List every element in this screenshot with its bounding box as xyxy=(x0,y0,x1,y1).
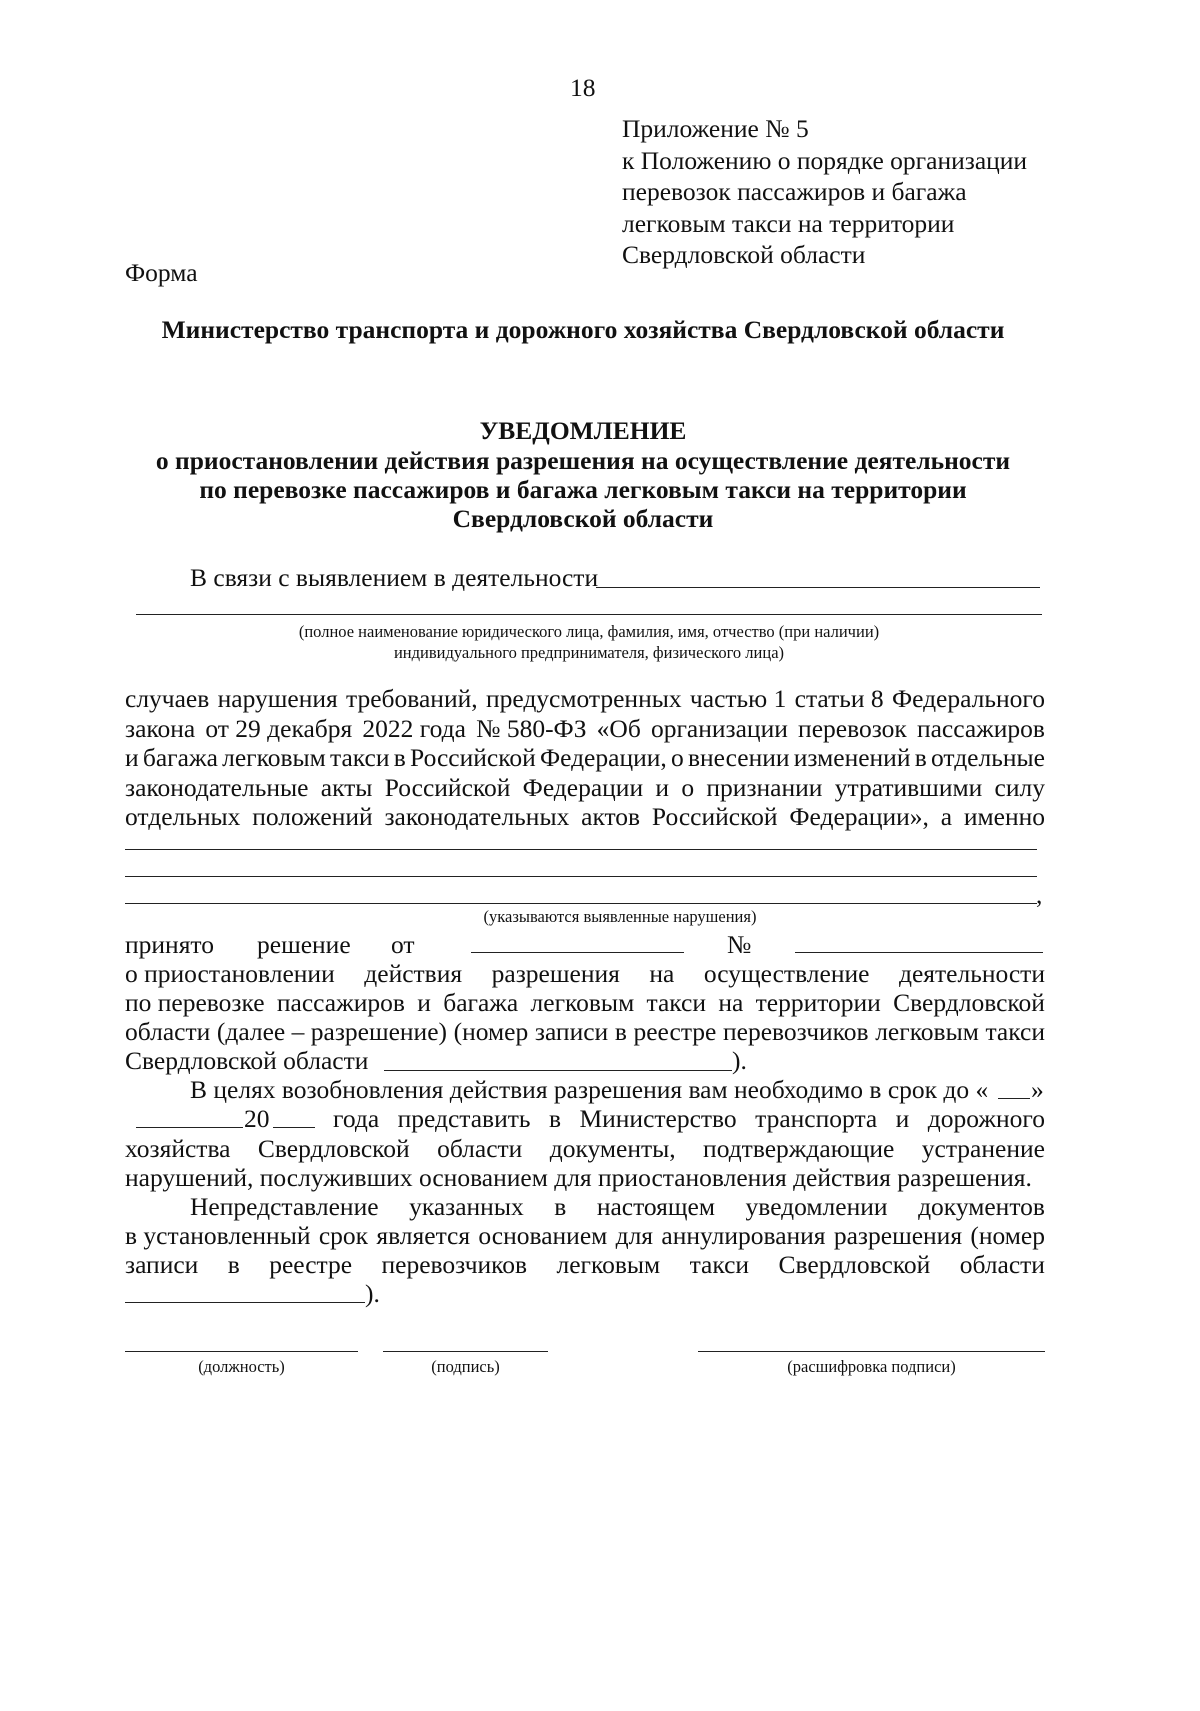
decoding-signature-line xyxy=(698,1351,1045,1352)
violations-note: (указываются выявленные нарушения) xyxy=(483,907,757,926)
word: признании xyxy=(706,773,823,802)
word: в установленный xyxy=(125,1221,311,1250)
word: перевозчиков xyxy=(722,1017,869,1046)
word: года xyxy=(333,1104,380,1133)
para-line xyxy=(125,713,1045,744)
word: закона xyxy=(125,714,196,743)
word: такси xyxy=(646,988,707,1017)
appendix-line: легковым такси на территории xyxy=(622,208,955,238)
word: на xyxy=(649,959,675,988)
para-line xyxy=(125,772,1045,803)
decoding-caption: (расшифровка подписи) xyxy=(787,1357,956,1376)
word: в xyxy=(554,1192,567,1221)
word: багажа xyxy=(443,988,519,1017)
word: в xyxy=(393,743,406,772)
document-subtitle-line: по перевозке пассажиров и багажа легковым такси на территории xyxy=(199,475,967,504)
word: Свердловской xyxy=(257,1134,410,1163)
decision-word-1: принято xyxy=(125,930,214,959)
word: именно xyxy=(963,802,1045,831)
word: Федерации», xyxy=(789,802,929,831)
failure-line-4-end: ). xyxy=(365,1279,380,1308)
word: отдельные xyxy=(930,743,1045,772)
word: основанием xyxy=(478,1221,608,1250)
para-line xyxy=(125,683,1045,714)
decision-last-line: Свердловской области xyxy=(125,1046,369,1075)
word: Российской xyxy=(651,802,778,831)
word: багажа xyxy=(142,743,218,772)
word: утратившими xyxy=(834,773,983,802)
para-line xyxy=(125,742,1045,773)
word: легковым xyxy=(556,1250,661,1279)
word: (номер xyxy=(453,1017,529,1046)
word: о xyxy=(671,743,684,772)
word: аннулирования xyxy=(661,1221,826,1250)
word: реестре xyxy=(633,1017,717,1046)
appendix-block xyxy=(622,113,1027,271)
word: устранение xyxy=(921,1134,1045,1163)
para-line xyxy=(190,1191,1045,1222)
word: статьи 8 xyxy=(794,684,884,713)
word: в xyxy=(548,1104,561,1133)
form-label: Форма xyxy=(125,258,198,287)
word: такси xyxy=(330,743,390,772)
para-line xyxy=(125,1249,1045,1280)
word: организации xyxy=(650,714,788,743)
word: в xyxy=(227,1250,240,1279)
word: Федерации xyxy=(522,773,644,802)
word: Российской xyxy=(384,773,511,802)
word: хозяйства xyxy=(125,1134,231,1163)
word: в xyxy=(914,743,927,772)
word: срок xyxy=(318,1221,369,1250)
word: подтверждающие xyxy=(703,1134,895,1163)
word: представить xyxy=(397,1104,531,1133)
word: силу xyxy=(994,773,1045,802)
word: дорожного xyxy=(927,1104,1045,1133)
signature-caption: (подпись) xyxy=(431,1357,500,1376)
registry-number-blank xyxy=(384,1070,732,1071)
word: частью 1 xyxy=(689,684,787,713)
word: 2022 года xyxy=(362,714,466,743)
violations-blank-line xyxy=(125,849,1037,850)
resume-day-blank xyxy=(998,1098,1030,1099)
para-line xyxy=(125,958,1045,989)
word: разрешения xyxy=(491,959,620,988)
word: и xyxy=(417,988,431,1017)
word: действия xyxy=(364,959,463,988)
word: в xyxy=(614,1017,627,1046)
resume-line-1-end: » xyxy=(1031,1075,1044,1104)
para-line xyxy=(125,987,1045,1018)
word: такси xyxy=(689,1250,750,1279)
word: является xyxy=(376,1221,471,1250)
word: (далее – разрешение) xyxy=(216,1017,448,1046)
word: Непредставление xyxy=(190,1192,379,1221)
document-title: УВЕДОМЛЕНИЕ xyxy=(479,416,687,445)
document-subtitle-line: о приостановлении действия разрешения на осуществление деятельности xyxy=(155,446,1011,475)
word: пассажиров xyxy=(276,988,405,1017)
word: о xyxy=(681,773,695,802)
word: пассажиров xyxy=(916,714,1045,743)
word: изменений xyxy=(793,743,911,772)
decision-word-2: решение xyxy=(257,930,351,959)
word: Свердловской xyxy=(778,1250,931,1279)
para-line xyxy=(125,1133,1045,1164)
word: законодательных xyxy=(384,802,570,831)
position-caption: (должность) xyxy=(198,1357,285,1376)
word: по перевозке xyxy=(125,988,265,1017)
decision-word-3: от xyxy=(391,930,415,959)
signature-line xyxy=(383,1351,548,1352)
page-number: 18 xyxy=(570,73,596,102)
word: а xyxy=(940,802,953,831)
word: области xyxy=(437,1134,523,1163)
para-line xyxy=(125,1220,1045,1251)
word: Свердловской xyxy=(893,988,1045,1017)
entity-blank-line xyxy=(596,587,1040,588)
word: записи xyxy=(125,1250,199,1279)
word: предусмотренных xyxy=(485,684,682,713)
resume-month-blank xyxy=(136,1127,243,1128)
appendix-line: Приложение № 5 xyxy=(622,114,809,143)
word: и xyxy=(125,743,139,772)
word: территории xyxy=(755,988,881,1017)
word: нарушения xyxy=(217,684,338,713)
word: случаев xyxy=(125,684,210,713)
word: такси xyxy=(985,1017,1045,1046)
word: и xyxy=(895,1104,910,1133)
violations-blank-line xyxy=(125,876,1037,877)
word: транспорта xyxy=(755,1104,878,1133)
word: положений xyxy=(252,802,373,831)
word: внесении xyxy=(687,743,790,772)
resume-year-prefix: 20 xyxy=(244,1104,270,1133)
word: уведомлении xyxy=(745,1192,888,1221)
word: области xyxy=(125,1017,211,1046)
annulment-registry-blank xyxy=(125,1302,365,1303)
appendix-line: перевозок пассажиров и багажа xyxy=(622,177,967,206)
word: легковым xyxy=(222,743,326,772)
document-subtitle-line: Свердловской области xyxy=(452,504,714,533)
ministry-name: Министерство транспорта и дорожного хозяйства Свердловской области xyxy=(161,315,1005,344)
para-line xyxy=(125,801,1045,832)
word: легковым xyxy=(530,988,635,1017)
word: легковым xyxy=(875,1017,979,1046)
word: для xyxy=(615,1221,654,1250)
word: разрешения xyxy=(833,1221,963,1250)
word: Федерального xyxy=(891,684,1045,713)
violations-comma: , xyxy=(1036,880,1043,909)
word: о приостановлении xyxy=(125,959,335,988)
decision-date-blank xyxy=(471,952,684,953)
word: Российской xyxy=(410,743,536,772)
word: и xyxy=(655,773,670,802)
decision-number-sign: № xyxy=(727,930,752,959)
word: требований, xyxy=(346,684,478,713)
word: отдельных xyxy=(125,802,241,831)
word: Министерство xyxy=(579,1104,737,1133)
word: реестре xyxy=(269,1250,353,1279)
word: перевозок xyxy=(798,714,907,743)
word: акты xyxy=(320,773,373,802)
word: перевозчиков xyxy=(381,1250,528,1279)
word: записи xyxy=(534,1017,609,1046)
entity-note-line: (полное наименование юридического лица, фамилия, имя, отчество (при наличии) xyxy=(298,622,880,641)
word: документы, xyxy=(549,1134,676,1163)
word: осуществление xyxy=(703,959,870,988)
appendix-line: к Положению о порядке организации xyxy=(622,145,1028,175)
word: на xyxy=(718,988,744,1017)
decision-last-end: ). xyxy=(732,1046,747,1075)
resume-line-4: нарушений, послуживших основанием для приостановления действия разрешения. xyxy=(125,1163,1032,1192)
word: актов xyxy=(581,802,641,831)
word: от 29 декабря xyxy=(205,714,353,743)
word: указанных xyxy=(409,1192,524,1221)
entity-note-line: индивидуального предпринимателя, физического лица) xyxy=(393,643,785,662)
para-line xyxy=(333,1103,1045,1134)
decision-number-blank xyxy=(795,952,1043,953)
word: «Об xyxy=(596,714,641,743)
word: № 580-ФЗ xyxy=(476,714,587,743)
word: области xyxy=(959,1250,1045,1279)
word: настоящем xyxy=(596,1192,716,1221)
resume-year-blank xyxy=(273,1127,315,1128)
word: документов xyxy=(918,1192,1045,1221)
position-signature-line xyxy=(125,1351,358,1352)
word: деятельности xyxy=(898,959,1045,988)
entity-blank-line-full xyxy=(136,614,1042,615)
resume-line-1: В целях возобновления действия разрешения вам необходимо в срок до « xyxy=(190,1075,989,1104)
para-line xyxy=(125,1016,1045,1047)
word: законодательные xyxy=(125,773,309,802)
appendix-line: Свердловской области xyxy=(622,240,866,269)
word: (номер xyxy=(970,1221,1045,1250)
violations-blank-line xyxy=(125,903,1037,904)
word: Федерации, xyxy=(539,743,667,772)
intro-text: В связи с выявлением в деятельности xyxy=(190,563,599,592)
